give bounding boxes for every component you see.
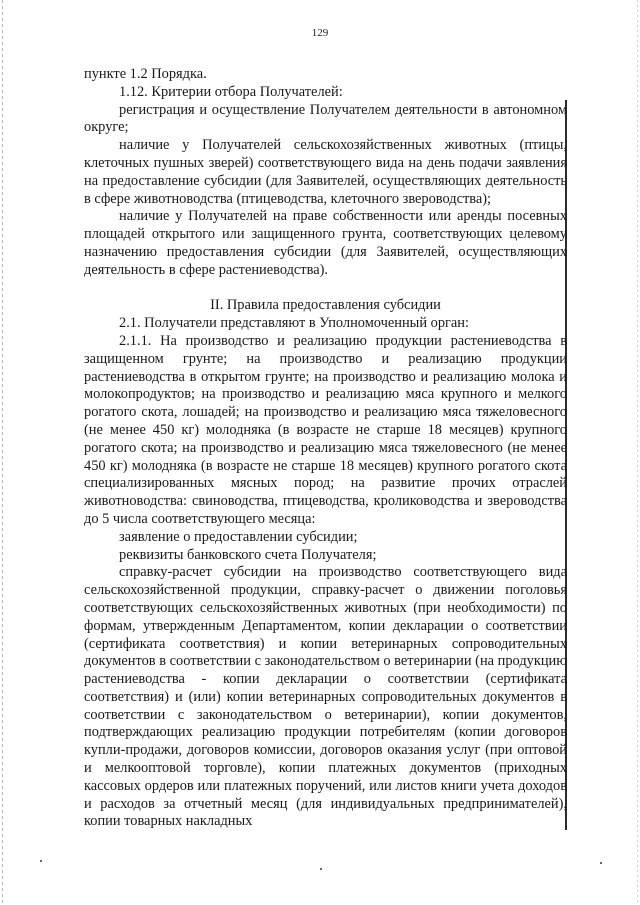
paragraph-criterion-registration: регистрация и осуществление Получателем деятельности в автономном округе; (84, 101, 567, 136)
scan-dot (320, 868, 322, 870)
paragraph-2-1-1: 2.1.1. На производство и реализацию продукции растениеводства в защищенном грунте; на производство и реализацию продукции растениеводства в открытом грунте; на производство и реализацию молока и молокопродуктов; на производство и реализацию мяса крупного и мелкого рогатого скота, лошадей; на производство и реализацию мяса тяжеловесного (не менее 450 кг) молодняка (в возрасте не старше 18 месяцев) крупного рогатого скота; на производство и реализацию мяса тяжеловесного (не менее 450 кг) молодняка (в возрасте не старше 18 месяцев) крупного рогатого скота специализированных мясных пород; на развитие прочих отраслей животноводства: свиноводства, птицеводства, кролиководства и звероводства до 5 числа соответствующего месяца: (84, 332, 567, 527)
paragraph-2-1: 2.1. Получатели представляют в Уполномоченный орган: (119, 315, 470, 332)
scan-dot (40, 860, 42, 862)
paragraph-criteria-heading: 1.12. Критерии отбора Получателей: (119, 83, 343, 100)
scan-dot (600, 862, 602, 864)
section-heading: II. Правила предоставления субсидии (210, 297, 441, 314)
scan-right-edge (637, 0, 638, 905)
document-body (84, 66, 567, 831)
scan-left-edge (2, 0, 3, 905)
page-number: 129 (311, 27, 329, 39)
paragraph-criterion-animals: наличие у Получателей сельскохозяйственных животных (птицы, клеточных пушных зверей) соответствующего вида на день подачи заявления на предоставление субсидии (для Заявителей, осуществляющих деятельность в сфере животноводства (птицеводства, клеточного звероводства); (84, 137, 567, 207)
paragraph-calculation: справку-расчет субсидии на производство соответствующего вида сельскохозяйственной продукции, справку-расчет о движении поголовья соответствующих сельскохозяйственных животных (при необходимости) по формам, утвержденным Департаментом, копии декларации о соответствии (сертификата соответствия) и копии ветеринарных сопроводительных документов в соответствии с законодательством о ветеринарии (на продукцию растениеводства - копии декларации о соответствии (сертификата соответствия) и (или) копии ветеринарных сопроводительных документов в соответствии с законодательством о ветеринарии), копии документов, подтверждающих реализацию продукции потребителям (копии договоров купли-продажи, договоров комиссии, договоров оказания услуг (при оптовой и мелкооптовой торговле), копии платежных документов (приходных кассовых ордеров или платежных поручений, или листов книги учета доходов и расходов за отчетный месяц (для индивидуальных предпринимателей), копии товарных накладных (84, 564, 567, 830)
paragraph-bank-details: реквизиты банковского счета Получателя; (119, 546, 377, 563)
paragraph-continuation: пункте 1.2 Порядка. (84, 66, 207, 82)
paragraph-application: заявление о предоставлении субсидии; (119, 528, 358, 545)
paragraph-criterion-land: наличие у Получателей на праве собственности или аренды посевных площадей открытого или защищенного грунта, соответствующих целевому назначению предоставления субсидии (для Заявителей, осуществляющих деятельность в сфере растениеводства). (84, 208, 567, 278)
